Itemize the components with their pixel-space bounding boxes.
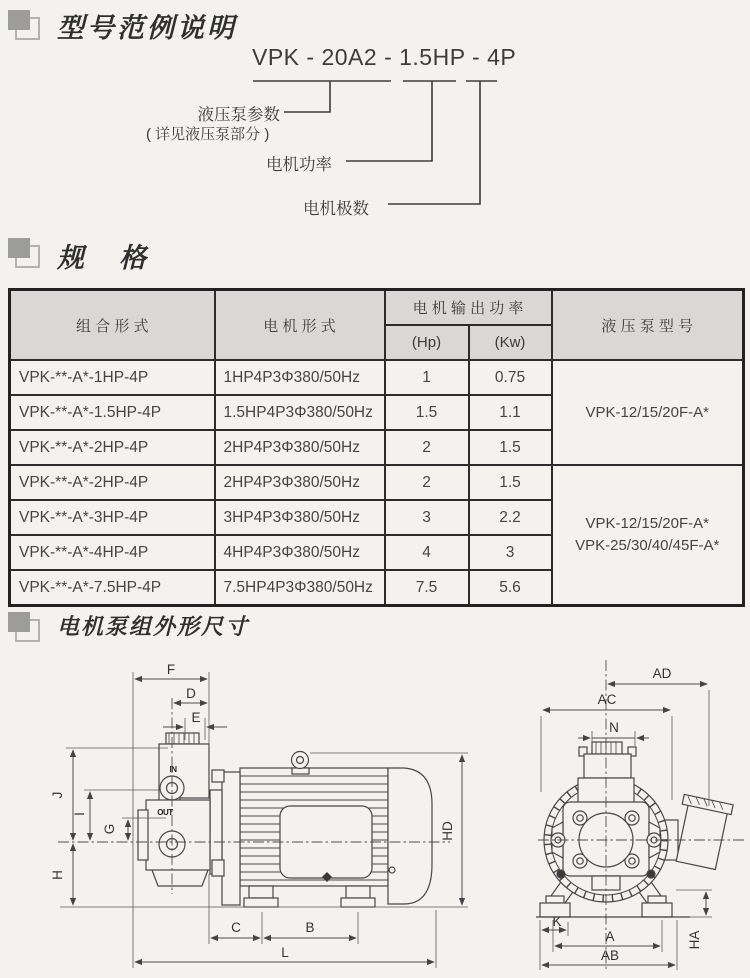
dim-E-label: E (191, 710, 201, 725)
model-number: VPK - 20A2 - 1.5HP - 4P (252, 44, 517, 70)
hp-cell: 1 (385, 360, 469, 395)
rim-bolt-right (647, 870, 655, 878)
motor-form-cell: 7.5HP4P3Φ380/50Hz (215, 570, 385, 606)
pump-model-group2-cell (552, 465, 744, 606)
pump-motor-front-body (536, 742, 733, 917)
left-foot-step (546, 896, 564, 903)
motor-form-cell: 3HP4P3Φ380/50Hz (215, 500, 385, 535)
combination-cell: VPK-**-A*-2HP-4P (10, 430, 215, 465)
dim-I-label: I (72, 812, 87, 816)
motor-form-cell: 4HP4P3Φ380/50Hz (215, 535, 385, 570)
front-view-drawing (536, 660, 745, 972)
section-bullet-icon (8, 612, 42, 642)
section-title-specs: 规 格 (57, 243, 150, 274)
hp-cell: 1.5 (385, 395, 469, 430)
combination-cell: VPK-**-A*-1.5HP-4P (10, 395, 215, 430)
dim-AB-label: AB (600, 948, 620, 963)
kw-cell: 1.5 (469, 430, 552, 465)
section-title-dimensions: 电机泵组外形尺寸 (57, 614, 250, 640)
bullet-front-square (8, 238, 30, 258)
connector-motor-power (346, 81, 432, 161)
valve-cap-front (592, 742, 622, 754)
dim-F-label: F (166, 662, 176, 677)
hp-cell: 2 (385, 430, 469, 465)
dim-A-label: A (605, 929, 615, 944)
model-diagram-connectors (0, 0, 750, 230)
pump-model-group2-line1: VPK-12/15/20F-A* (585, 515, 709, 532)
header-output-power: 电 机 输 出 功 率 (385, 290, 552, 326)
dim-H-label: H (50, 870, 65, 880)
rim-bolt-left (557, 870, 565, 878)
dim-HD-label: HD (440, 821, 455, 841)
kw-cell: 5.6 (469, 570, 552, 606)
combination-cell: VPK-**-A*-1HP-4P (10, 360, 215, 395)
dim-K-label: K (552, 914, 562, 929)
kw-cell: 1.1 (469, 395, 552, 430)
header-hp: (Hp) (385, 325, 469, 360)
pump-front-cover (138, 810, 148, 860)
hp-cell: 4 (385, 535, 469, 570)
side-view-drawing (50, 662, 468, 968)
kw-cell: 0.75 (469, 360, 552, 395)
dim-HA-label: HA (687, 930, 702, 950)
section-bullet-icon (8, 238, 42, 268)
spec-table (8, 288, 745, 607)
dim-N-label: N (609, 720, 619, 735)
flange-bolt-bottom (212, 860, 224, 876)
combination-cell: VPK-**-A*-4HP-4P (10, 535, 215, 570)
dim-AD-label: AD (652, 666, 672, 681)
kw-cell: 1.5 (469, 465, 552, 500)
table-row (10, 360, 744, 395)
right-foot (642, 903, 672, 917)
dim-G-label: G (102, 823, 117, 835)
hp-cell: 3 (385, 500, 469, 535)
header-kw: (Kw) (469, 325, 552, 360)
right-foot-step (648, 896, 666, 903)
rear-foot-base (341, 898, 375, 907)
in-port-label: IN (169, 765, 177, 774)
motor-power-label: 电机功率 (266, 156, 332, 174)
motor-form-cell: 2HP4P3Φ380/50Hz (215, 430, 385, 465)
bullet-front-square (8, 612, 30, 632)
table-row (10, 465, 744, 500)
connector-pump-param (284, 81, 330, 112)
rear-foot-upper (346, 886, 370, 898)
motor-poles-label: 电机极数 (303, 200, 369, 218)
out-port-label: OUT (157, 808, 173, 817)
dim-J-label: J (50, 791, 65, 799)
pump-bracket (152, 870, 208, 886)
pump-motor-side-body (138, 733, 432, 907)
dim-B-label: B (305, 920, 315, 935)
header-motor-form: 电 机 形 式 (215, 290, 385, 361)
motor-form-cell: 1HP4P3Φ380/50Hz (215, 360, 385, 395)
hp-cell: 7.5 (385, 570, 469, 606)
dimension-drawings (0, 648, 750, 978)
header-combination: 组 合 形 式 (10, 290, 215, 361)
front-foot-upper (249, 886, 273, 898)
terminal-box (670, 794, 733, 870)
valve-upper-block-front (584, 754, 631, 778)
front-foot-base (244, 898, 278, 907)
hp-cell: 2 (385, 465, 469, 500)
kw-cell: 3 (469, 535, 552, 570)
combination-cell: VPK-**-A*-3HP-4P (10, 500, 215, 535)
pump-model-group2-line2: VPK-25/30/40/45F-A* (575, 537, 720, 554)
dim-AC-label: AC (597, 692, 617, 707)
flange-bolt-top (212, 770, 224, 782)
combination-cell: VPK-**-A*-7.5HP-4P (10, 570, 215, 606)
header-pump-model: 液 压 泵 型 号 (552, 290, 744, 361)
dim-C-label: C (231, 920, 241, 935)
dim-L-label: L (281, 945, 289, 960)
motor-endbell (388, 768, 432, 904)
motor-form-cell: 1.5HP4P3Φ380/50Hz (215, 395, 385, 430)
dim-D-label: D (186, 686, 196, 701)
connector-motor-poles (388, 81, 480, 204)
combination-cell: VPK-**-A*-2HP-4P (10, 465, 215, 500)
pump-param-note: ( 详见液压泵部分 ) (146, 126, 270, 143)
motor-front-bracket (222, 772, 240, 905)
eyebolt-ring (292, 752, 309, 769)
section-title-model-example: 型号范例说明 (57, 13, 237, 44)
motor-form-cell: 2HP4P3Φ380/50Hz (215, 465, 385, 500)
kw-cell: 2.2 (469, 500, 552, 535)
pump-param-label: 液压泵参数 (197, 106, 280, 124)
pump-model-group1-cell: VPK-12/15/20F-A* (552, 360, 744, 465)
